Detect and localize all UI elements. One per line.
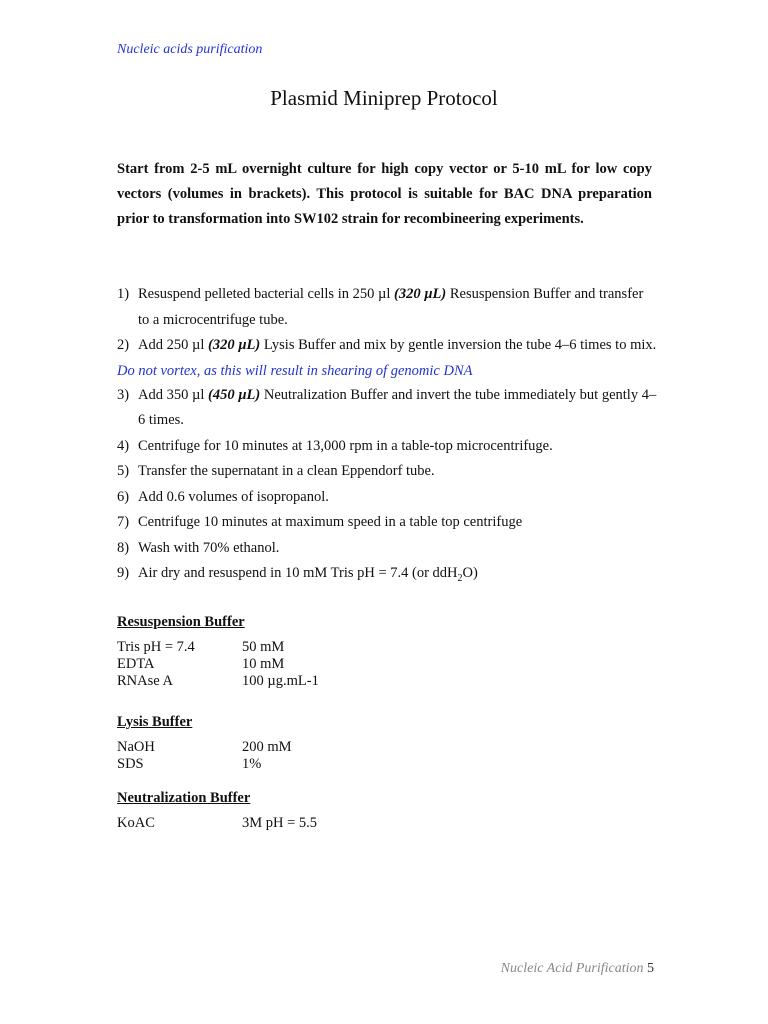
step-number: 1) bbox=[117, 286, 130, 302]
step-item bbox=[117, 459, 657, 485]
amount: 3M pH = 5.5 bbox=[242, 815, 318, 831]
step-text-rest: Lysis Buffer and mix by gentle inversion the tube 4–6 times to mix. bbox=[260, 337, 657, 353]
neutralization-buffer bbox=[117, 790, 317, 832]
reagent: SDS bbox=[117, 756, 144, 772]
step-text: Wash with 70% ethanol. bbox=[138, 539, 280, 556]
step-text: Centrifuge for 10 minutes at 13,000 rpm in a table-top microcentrifuge. bbox=[138, 437, 553, 454]
buffer-title: Neutralization Buffer bbox=[117, 790, 251, 806]
step-number: 4) bbox=[117, 437, 130, 454]
page-title: Plasmid Miniprep Protocol bbox=[270, 86, 498, 110]
step-number: 7) bbox=[117, 514, 130, 530]
amount: 50 mM bbox=[242, 639, 285, 655]
reagent: KoAC bbox=[117, 815, 155, 831]
reagent: NaOH bbox=[117, 739, 155, 755]
amount: 10 mM bbox=[242, 656, 285, 672]
step-number: 2) bbox=[117, 337, 130, 353]
step-text-rest: O) bbox=[462, 565, 478, 581]
reagent: Tris pH = 7.4 bbox=[117, 639, 195, 655]
subscript: 2 bbox=[457, 572, 463, 584]
step-number: 8) bbox=[117, 539, 130, 556]
step-number: 3) bbox=[117, 386, 130, 403]
buffer-row bbox=[117, 656, 319, 673]
step-text: Add 0.6 volumes of isopropanol. bbox=[138, 488, 329, 505]
step-text: Add 350 µl bbox=[138, 386, 208, 403]
buffer-row bbox=[117, 739, 292, 756]
intro-paragraph: Start from 2-5 mL overnight culture for high copy vector or 5-10 mL for low copy vectors (volumes in brackets). This protocol is suitable for BAC DNA preparation prior to transformation into SW102 strain for recombineering experiments. bbox=[117, 161, 652, 227]
step-volume: (320 µL) bbox=[207, 337, 261, 353]
step-item bbox=[117, 485, 657, 511]
step-item bbox=[117, 383, 657, 434]
step-item bbox=[117, 282, 657, 333]
page-number: 5 bbox=[647, 961, 654, 976]
step-number: 5) bbox=[117, 463, 130, 479]
reagent: EDTA bbox=[117, 656, 155, 672]
step-text-rest: Neutralization Buffer and invert the tube immediately but gently 4–6 times. bbox=[138, 386, 657, 428]
step-text: Resuspend pelleted bacterial cells in 250 µl bbox=[138, 286, 394, 302]
buffer-row bbox=[117, 756, 292, 773]
vortex-warning: Do not vortex, as this will result in shearing of genomic DNA bbox=[117, 362, 473, 379]
lysis-buffer bbox=[117, 714, 292, 773]
step-number: 6) bbox=[117, 488, 130, 505]
protocol-steps bbox=[117, 282, 657, 591]
step-item bbox=[117, 333, 657, 359]
step-text-rest: Resuspension Buffer and transfer to a microcentrifuge tube. bbox=[138, 286, 644, 328]
step-item bbox=[117, 434, 657, 460]
reagent: RNAse A bbox=[117, 673, 173, 689]
amount: 100 µg.mL-1 bbox=[242, 673, 319, 689]
step-volume: (450 µL) bbox=[207, 386, 261, 403]
step-text: Transfer the supernatant in a clean Eppendorf tube. bbox=[138, 463, 435, 479]
buffer-row bbox=[117, 673, 319, 690]
step-item bbox=[117, 510, 657, 536]
step-item bbox=[117, 561, 657, 591]
resuspension-buffer bbox=[117, 614, 319, 690]
buffer-row bbox=[117, 815, 317, 832]
footer-text: Nucleic Acid Purification bbox=[500, 961, 644, 976]
amount: 200 mM bbox=[242, 739, 292, 755]
page-footer bbox=[501, 961, 654, 977]
buffer-row bbox=[117, 639, 319, 656]
step-volume: (320 µL) bbox=[394, 286, 447, 302]
step-item bbox=[117, 536, 657, 562]
step-number: 9) bbox=[117, 565, 130, 581]
section-header: Nucleic acids purification bbox=[117, 42, 263, 57]
step-text: Centrifuge 10 minutes at maximum speed in a table top centrifuge bbox=[138, 514, 523, 530]
buffer-title: Lysis Buffer bbox=[117, 714, 193, 730]
step-text: Air dry and resuspend in 10 mM Tris pH = 7.4 (or ddH bbox=[138, 565, 458, 581]
buffer-title: Resuspension Buffer bbox=[117, 614, 245, 630]
amount: 1% bbox=[242, 756, 262, 772]
step-text: Add 250 µl bbox=[138, 337, 208, 353]
